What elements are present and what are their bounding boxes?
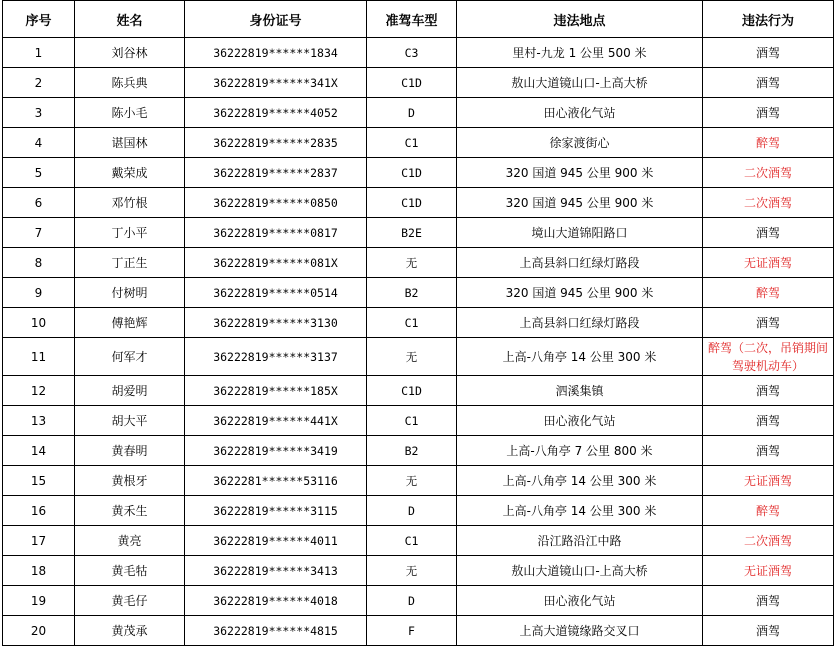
cell-id: 36222819******3137: [185, 338, 367, 376]
cell-license: C3: [367, 38, 457, 68]
cell-violation: 酒驾: [703, 406, 834, 436]
cell-license: D: [367, 98, 457, 128]
cell-violation: 酒驾: [703, 218, 834, 248]
cell-name: 谌国林: [75, 128, 185, 158]
table-row: [3, 586, 834, 616]
cell-name: 丁正生: [75, 248, 185, 278]
cell-no: 19: [3, 586, 75, 616]
cell-location: 敖山大道镜山口-上高大桥: [457, 68, 703, 98]
cell-violation: 酒驾: [703, 38, 834, 68]
cell-id: 36222819******4815: [185, 616, 367, 646]
table-row: [3, 526, 834, 556]
cell-name: 刘谷林: [75, 38, 185, 68]
cell-license: C1D: [367, 188, 457, 218]
cell-id: 36222819******081X: [185, 248, 367, 278]
cell-violation: 无证酒驾: [703, 556, 834, 586]
cell-violation: 二次酒驾: [703, 158, 834, 188]
table-row: [3, 218, 834, 248]
cell-violation: 二次酒驾: [703, 188, 834, 218]
cell-name: 黄根牙: [75, 466, 185, 496]
cell-location: 320 国道 945 公里 900 米: [457, 278, 703, 308]
cell-name: 黄亮: [75, 526, 185, 556]
cell-name: 何军才: [75, 338, 185, 376]
cell-location: 境山大道锦阳路口: [457, 218, 703, 248]
cell-no: 2: [3, 68, 75, 98]
table-header: [3, 1, 834, 38]
cell-id: 36222819******4011: [185, 526, 367, 556]
cell-violation: 酒驾: [703, 616, 834, 646]
table-row: [3, 376, 834, 406]
cell-name: 黄禾生: [75, 496, 185, 526]
table-row: [3, 38, 834, 68]
header-license: 准驾车型: [367, 1, 457, 38]
cell-id: 36222819******4018: [185, 586, 367, 616]
cell-name: 丁小平: [75, 218, 185, 248]
table-row: [3, 68, 834, 98]
table-row: [3, 556, 834, 586]
cell-no: 20: [3, 616, 75, 646]
cell-id: 3622281******53116: [185, 466, 367, 496]
cell-no: 1: [3, 38, 75, 68]
cell-no: 16: [3, 496, 75, 526]
table-row: [3, 308, 834, 338]
table-row: [3, 188, 834, 218]
cell-license: D: [367, 586, 457, 616]
cell-license: C1: [367, 406, 457, 436]
cell-violation: 醉驾: [703, 278, 834, 308]
cell-id: 36222819******185X: [185, 376, 367, 406]
cell-name: 付树明: [75, 278, 185, 308]
cell-location: 沿江路沿江中路: [457, 526, 703, 556]
cell-license: C1D: [367, 68, 457, 98]
cell-violation: 酒驾: [703, 308, 834, 338]
table-row: [3, 436, 834, 466]
header-id: 身份证号: [185, 1, 367, 38]
cell-location: 田心液化气站: [457, 406, 703, 436]
table-row: [3, 158, 834, 188]
cell-violation: 无证酒驾: [703, 466, 834, 496]
cell-id: 36222819******3130: [185, 308, 367, 338]
cell-location: 泗溪集镇: [457, 376, 703, 406]
cell-license: 无: [367, 466, 457, 496]
cell-name: 胡爱明: [75, 376, 185, 406]
cell-no: 17: [3, 526, 75, 556]
cell-id: 36222819******3419: [185, 436, 367, 466]
cell-no: 13: [3, 406, 75, 436]
table-row: [3, 248, 834, 278]
cell-license: 无: [367, 248, 457, 278]
cell-name: 陈兵典: [75, 68, 185, 98]
cell-license: C1: [367, 128, 457, 158]
cell-license: B2: [367, 436, 457, 466]
cell-location: 田心液化气站: [457, 98, 703, 128]
cell-no: 11: [3, 338, 75, 376]
cell-location: 徐家渡街心: [457, 128, 703, 158]
cell-license: B2E: [367, 218, 457, 248]
table-row: [3, 338, 834, 376]
cell-location: 上高-八角亭 14 公里 300 米: [457, 338, 703, 376]
header-row: [3, 1, 834, 38]
table-row: [3, 466, 834, 496]
table-row: [3, 128, 834, 158]
cell-violation: 酒驾: [703, 98, 834, 128]
cell-no: 7: [3, 218, 75, 248]
cell-license: C1D: [367, 158, 457, 188]
table-row: [3, 496, 834, 526]
cell-name: 胡大平: [75, 406, 185, 436]
cell-id: 36222819******4052: [185, 98, 367, 128]
cell-no: 9: [3, 278, 75, 308]
cell-id: 36222819******0850: [185, 188, 367, 218]
cell-id: 36222819******341X: [185, 68, 367, 98]
cell-violation: 醉驾: [703, 128, 834, 158]
cell-name: 黄春明: [75, 436, 185, 466]
table-row: [3, 406, 834, 436]
cell-name: 黄毛牯: [75, 556, 185, 586]
cell-name: 黄毛仔: [75, 586, 185, 616]
cell-no: 4: [3, 128, 75, 158]
cell-no: 6: [3, 188, 75, 218]
cell-no: 18: [3, 556, 75, 586]
cell-name: 黄茂承: [75, 616, 185, 646]
cell-name: 傅艳辉: [75, 308, 185, 338]
cell-location: 上高县斜口红绿灯路段: [457, 248, 703, 278]
cell-location: 敖山大道镜山口-上高大桥: [457, 556, 703, 586]
cell-location: 上高-八角亭 14 公里 300 米: [457, 466, 703, 496]
cell-license: C1: [367, 526, 457, 556]
cell-violation: 酒驾: [703, 436, 834, 466]
cell-license: 无: [367, 338, 457, 376]
cell-no: 10: [3, 308, 75, 338]
cell-no: 15: [3, 466, 75, 496]
violations-table: [2, 0, 834, 646]
cell-violation: 无证酒驾: [703, 248, 834, 278]
cell-violation: 醉驾: [703, 496, 834, 526]
header-location: 违法地点: [457, 1, 703, 38]
cell-violation: 酒驾: [703, 376, 834, 406]
cell-license: B2: [367, 278, 457, 308]
cell-license: C1: [367, 308, 457, 338]
cell-no: 12: [3, 376, 75, 406]
cell-id: 36222819******2835: [185, 128, 367, 158]
cell-no: 5: [3, 158, 75, 188]
cell-location: 上高大道镜缘路交叉口: [457, 616, 703, 646]
cell-location: 上高-八角亭 7 公里 800 米: [457, 436, 703, 466]
cell-license: D: [367, 496, 457, 526]
table-row: [3, 98, 834, 128]
cell-no: 3: [3, 98, 75, 128]
cell-license: 无: [367, 556, 457, 586]
cell-id: 36222819******2837: [185, 158, 367, 188]
header-name: 姓名: [75, 1, 185, 38]
cell-location: 上高-八角亭 14 公里 300 米: [457, 496, 703, 526]
cell-no: 14: [3, 436, 75, 466]
cell-no: 8: [3, 248, 75, 278]
cell-id: 36222819******0514: [185, 278, 367, 308]
table-row: [3, 616, 834, 646]
header-no: 序号: [3, 1, 75, 38]
cell-name: 陈小毛: [75, 98, 185, 128]
table-body: [3, 38, 834, 646]
cell-id: 36222819******441X: [185, 406, 367, 436]
cell-license: F: [367, 616, 457, 646]
cell-location: 里村-九龙 1 公里 500 米: [457, 38, 703, 68]
cell-id: 36222819******1834: [185, 38, 367, 68]
cell-license: C1D: [367, 376, 457, 406]
cell-violation: 醉驾（二次，吊销期间驾驶机动车）: [703, 338, 834, 376]
table-row: [3, 278, 834, 308]
cell-id: 36222819******0817: [185, 218, 367, 248]
cell-location: 田心液化气站: [457, 586, 703, 616]
cell-location: 320 国道 945 公里 900 米: [457, 158, 703, 188]
cell-name: 戴荣成: [75, 158, 185, 188]
cell-id: 36222819******3413: [185, 556, 367, 586]
cell-violation: 酒驾: [703, 68, 834, 98]
cell-location: 320 国道 945 公里 900 米: [457, 188, 703, 218]
cell-id: 36222819******3115: [185, 496, 367, 526]
cell-violation: 酒驾: [703, 586, 834, 616]
cell-name: 邓竹根: [75, 188, 185, 218]
cell-violation: 二次酒驾: [703, 526, 834, 556]
header-violation: 违法行为: [703, 1, 834, 38]
cell-location: 上高县斜口红绿灯路段: [457, 308, 703, 338]
